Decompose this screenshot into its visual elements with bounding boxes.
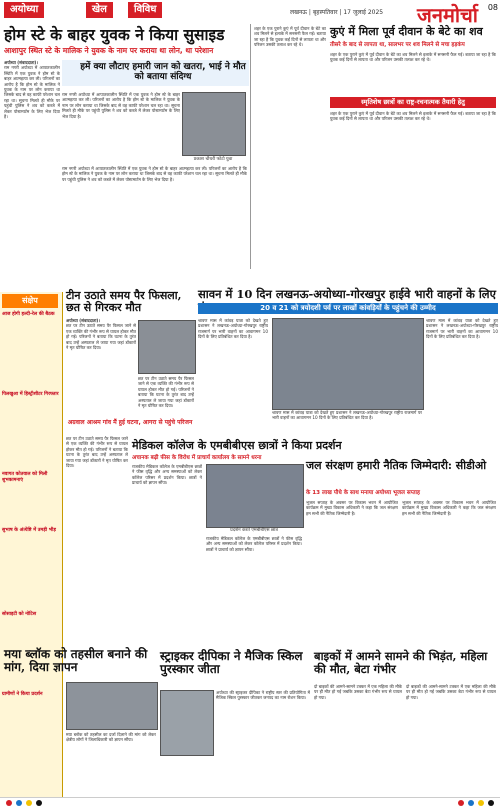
header-bar <box>0 0 500 27</box>
subhead-highway: 20 व 21 को त्रयोदशी पर्व पर लाखों कांवड़ियों के पहुंचने की उम्मीद <box>198 303 498 314</box>
sidebar-item-2[interactable]: पिलखुआ में हिस्ट्रीशीटर गिरफ्तार <box>2 392 59 397</box>
headline-medical-protest: मेडिकल कॉलेज के एमबीबीएस छात्रों ने किया प्रदर्शन <box>132 439 342 452</box>
article-mid-column <box>254 26 326 268</box>
column-divider <box>250 24 251 269</box>
article-left-body: छत पर टीन उठाते समय पैर फिसल जाने से एक व्यक्ति की गंभीर रूप से घायल होकर मौत हो गई। परिजनों ने बताया कि घटना के तुरंत बाद उन्हें अस्पताल ले जाया गया जहां डॉक्टरों ने मृत घोषित कर दिया। <box>66 436 128 469</box>
article-deepika-body: अयोध्या की स्ट्राइकर दीपिका ने राष्ट्रीय स्तर की प्रतियोगिता में मैजिक स्किल पुरस्कार जीतकर जनपद का नाम रोशन किया। <box>216 690 310 701</box>
headline-water-conservation: जल संरक्षण हमारी नैतिक जिम्मेदारी: सीडीओ <box>306 459 487 472</box>
article-box-text: शहर के एक पुराने कुएं में पूर्व दीवान के बेटे का शव मिलने से इलाके में सनसनी फैल गई। बताया जा रहा है कि युवक कई दिनों से लापता था और परिजन उसकी तलाश कर रहे थे। <box>330 111 496 122</box>
article-bike-body: दो बाइकों की आमने-सामने टक्कर में एक महिला की मौके पर ही मौत हो गई जबकि उसका बेटा गंभीर रूप से घायल हो गया। <box>314 684 402 700</box>
byline-homestay: अयोध्या (संवाददाता)। <box>4 60 38 65</box>
section-tab-sports[interactable]: खेल <box>86 2 113 18</box>
article-well-body <box>330 52 496 96</box>
article-medical-col2 <box>206 536 302 644</box>
article-tin-fall-body: छत पर टीन उठाते समय पैर फिसल जाने से एक व्यक्ति की गंभीर रूप से घायल होकर मौत हो गई। परिजनों ने बताया कि घटना के तुरंत बाद उन्हें अस्पताल ले जाया गया जहां डॉक्टरों ने मृत घोषित कर दिया। <box>66 323 136 351</box>
article-highway-body: श्रावण मास में कांवड़ यात्रा को देखते हुए प्रशासन ने लखनऊ-अयोध्या-गोरखपुर राष्ट्रीय राजमार्ग पर भारी वाहनों का आवागमन 10 दिनों के लिए प्रतिबंधित कर दिया है। <box>198 318 268 340</box>
article-bike-col2 <box>406 684 496 794</box>
section-tab-ayodhya[interactable]: अयोध्या <box>4 2 44 18</box>
sidebar-title: संक्षेप <box>2 294 58 308</box>
article-tin-fall-body-2: छत पर टीन उठाते समय पैर फिसल जाने से एक व्यक्ति की गंभीर रूप से घायल होकर मौत हो गई। परिजनों ने बताया कि घटना के तुरंत बाद उन्हें अस्पताल ले जाया गया जहां डॉक्टरों ने मृत घोषित कर दिया। <box>138 376 194 409</box>
headline-maya-block: मया ब्लॉक को तहसील बनाने की मांग, दिया ज्ञापन <box>4 647 148 675</box>
dateline: लखनऊ | बृहस्पतिवार | 17 जुलाई 2025 <box>290 9 384 16</box>
article-homestay-col2 <box>62 92 180 162</box>
article-homestay-col1 <box>4 60 60 288</box>
article-homestay-col3 <box>62 166 247 288</box>
subhead-homestay: आशापुर स्थित स्टे के मालिक ने युवक के नाम पर कराया था लोन, था परेशान <box>4 46 214 55</box>
article-water-body: भूजल सप्ताह के अवसर पर विकास भवन में आयोजित कार्यक्रम में मुख्य विकास अधिकारी ने कहा कि जल संरक्षण हम सभी की नैतिक जिम्मेदारी है। <box>306 500 398 516</box>
photo-highway <box>272 318 424 410</box>
page-number: 08 <box>487 3 498 12</box>
photo-victim <box>182 92 246 156</box>
article-maya-body: मया ब्लॉक को तहसील का दर्जा दिलाने की मांग को लेकर क्षेत्रीय लोगों ने जिलाधिकारी को ज्ञापन सौंपा। <box>66 732 156 743</box>
headline-bike-accident: बाइकों में आमने सामने की भिड़ंत, महिला की मौत, बेटा गंभीर <box>314 649 488 676</box>
registration-mark-icon <box>488 800 494 806</box>
subhead-tin-fall: अग्रवाल आश्रम गांव मैं हुई घटना, आगरा से पहुंचे परिजन <box>67 419 193 426</box>
sidebar-item-5[interactable]: सोसाइटी को नोटिस <box>2 612 37 617</box>
article-homestay-body-3: राम नगरी अयोध्या में आपातकालीन स्थिति में एक युवक ने होम स्टे के बाहर आत्महत्या कर ली। परिजनों का आरोप है कि होम स्टे के मालिक ने युवक के नाम पर लोन कराया था जिसके बाद से वह काफी परेशान चल रहा था। सूचना मिलते ही मौके पर पहुंची पुलिस ने शव को कब्जे में लेकर पोस्टमार्टम के लिए भेज दिया है। <box>62 166 247 182</box>
headline-homestay-suicide: होम स्टे के बाहर युवक ने किया सुसाइड <box>4 25 225 44</box>
photo-deceased <box>138 320 196 374</box>
subhead-water: के 13 लाख पौधे के साथ मनाया अयोध्या भूजल सप्ताह <box>306 490 420 496</box>
article-box-body <box>330 111 496 268</box>
article-water-body-2: भूजल सप्ताह के अवसर पर विकास भवन में आयोजित कार्यक्रम में मुख्य विकास अधिकारी ने कहा कि जल संरक्षण हम सभी की नैतिक जिम्मेदारी है। <box>402 500 496 516</box>
article-highway-col2 <box>272 410 422 428</box>
photo-students-protest <box>206 464 304 528</box>
article-water-col1 <box>306 500 398 646</box>
article-medical-body-2: राजकीय मेडिकल कॉलेज के एमबीबीएस छात्रों ने फीस वृद्धि और अन्य समस्याओं को लेकर कॉलेज परिसर में प्रदर्शन किया। छात्रों ने प्राचार्य को ज्ञापन सौंपा। <box>206 536 302 552</box>
article-highway-body-3: श्रावण मास में कांवड़ यात्रा को देखते हुए प्रशासन ने लखनऊ-अयोध्या-गोरखपुर राष्ट्रीय राजमार्ग पर भारी वाहनों का आवागमन 10 दिनों के लिए प्रतिबंधित कर दिया है। <box>272 410 422 421</box>
sidebar-item-4[interactable]: सुभाष के अंत्येष्टि में उमड़ी भीड़ <box>2 528 56 533</box>
article-bike-col1 <box>314 684 402 794</box>
sidebar-briefs <box>0 292 63 797</box>
article-tin-fall <box>66 318 136 418</box>
registration-mark-icon <box>468 800 474 806</box>
article-deepika <box>216 690 310 794</box>
byline-tin-fall: अयोध्या (संवाददाता)। <box>66 318 100 323</box>
article-medical-body: राजकीय मेडिकल कॉलेज के एमबीबीएस छात्रों ने फीस वृद्धि और अन्य समस्याओं को लेकर कॉलेज परिसर में प्रदर्शन किया। छात्रों ने प्राचार्य को ज्ञापन सौंपा। <box>132 464 202 486</box>
subhead-well-body: तीसरे के बाद से लापता था, सालभर पर शव मिलने से मचा हड़कंप <box>330 42 465 48</box>
article-tin-fall-2 <box>138 376 194 418</box>
photo-caption-protest: प्रदर्शन करते एमबीबीएस छात्र <box>230 528 278 533</box>
sidebar-item-1[interactable]: आज होगी हल्दी-रेल की बैठक <box>2 312 55 317</box>
headline-well-body: कुएं में मिला पूर्व दीवान के बेटे का शव <box>330 25 483 38</box>
article-homestay-body: राम नगरी अयोध्या में आपातकालीन स्थिति में एक युवक ने होम स्टे के बाहर आत्महत्या कर ली। परिजनों का आरोप है कि होम स्टे के मालिक ने युवक के नाम पर लोन कराया था जिसके बाद से वह काफी परेशान चल रहा था। सूचना मिलते ही मौके पर पहुंची पुलिस ने शव को कब्जे में लेकर पोस्टमार्टम के लिए भेज दिया है। <box>4 65 60 120</box>
registration-mark-icon <box>6 800 12 806</box>
registration-mark-icon <box>16 800 22 806</box>
article-well-text: शहर के एक पुराने कुएं में पूर्व दीवान के बेटे का शव मिलने से इलाके में सनसनी फैल गई। बताया जा रहा है कि युवक कई दिनों से लापता था और परिजन उसकी तलाश कर रहे थे। <box>330 52 496 63</box>
article-bike-body-2: दो बाइकों की आमने-सामने टक्कर में एक महिला की मौके पर ही मौत हो गई जबकि उसका बेटा गंभीर रूप से घायल हो गया। <box>406 684 496 700</box>
subhead-medical-protest: अचानक बढ़ी फीस के विरोध में प्राचार्य कार्यालय के सामने धरना <box>132 455 262 461</box>
footer-strip <box>0 797 500 810</box>
article-left-col <box>66 436 128 646</box>
article-highway-col1 <box>198 318 268 428</box>
photo-memorandum <box>66 682 158 730</box>
headline-tin-fall: टीन उठाते समय पैर फिसला, छत से गिरकर मौत <box>66 289 182 315</box>
section-tab-misc[interactable]: विविध <box>128 2 162 18</box>
article-maya-block <box>66 732 156 794</box>
headline-striker-deepika: स्ट्राइकर दीपिका ने मैजिक स्किल पुरस्कार जीता <box>160 649 303 677</box>
registration-mark-icon <box>478 800 484 806</box>
sidebar-item-3[interactable]: नवागत कोतवाल को मिली शुभकामनाएं <box>2 472 48 483</box>
registration-mark-icon <box>36 800 42 806</box>
masthead-logo: जनमोर्चा <box>417 3 478 27</box>
registration-mark-icon <box>458 800 464 806</box>
article-water-col2 <box>402 500 496 646</box>
box-title: स्मृतिशेष छात्रों का राष्ट्र-रचनात्मक तैयारी हेतु <box>330 97 496 108</box>
sidebar-item-6[interactable]: ग्रामीणों ने किया प्रदर्शन <box>2 692 43 697</box>
article-medical-col1 <box>132 464 202 644</box>
article-highway-body-2: श्रावण मास में कांवड़ यात्रा को देखते हुए प्रशासन ने लखनऊ-अयोध्या-गोरखपुर राष्ट्रीय राजमार्ग पर भारी वाहनों का आवागमन 10 दिनों के लिए प्रतिबंधित कर दिया है। <box>426 318 498 340</box>
photo-caption-victim: प्रकाश चौधरी फोटो युवा <box>193 157 233 162</box>
article-highway-col3 <box>426 318 498 428</box>
article-homestay-body-2: राम नगरी अयोध्या में आपातकालीन स्थिति में एक युवक ने होम स्टे के बाहर आत्महत्या कर ली। परिजनों का आरोप है कि होम स्टे के मालिक ने युवक के नाम पर लोन कराया था जिसके बाद से वह काफी परेशान चल रहा था। सूचना मिलते ही मौके पर पहुंची पुलिस ने शव को कब्जे में लेकर पोस्टमार्टम के लिए भेज दिया है। <box>62 92 180 119</box>
photo-deepika <box>160 690 214 756</box>
inset-quote: हमें क्या लौटाए हमारी जान को खतरा, भाई ने मौत को बताया संदिग्ध <box>80 62 246 83</box>
headline-highway-closure: सावन में 10 दिन लखनऊ-अयोध्या-गोरखपुर हाईवे भारी वाहनों के लिए <box>198 287 496 301</box>
registration-mark-icon <box>26 800 32 806</box>
article-mid-body: शहर के एक पुराने कुएं में पूर्व दीवान के बेटे का शव मिलने से इलाके में सनसनी फैल गई। बताया जा रहा है कि युवक कई दिनों से लापता था और परिजन उसकी तलाश कर रहे थे। <box>254 26 326 48</box>
